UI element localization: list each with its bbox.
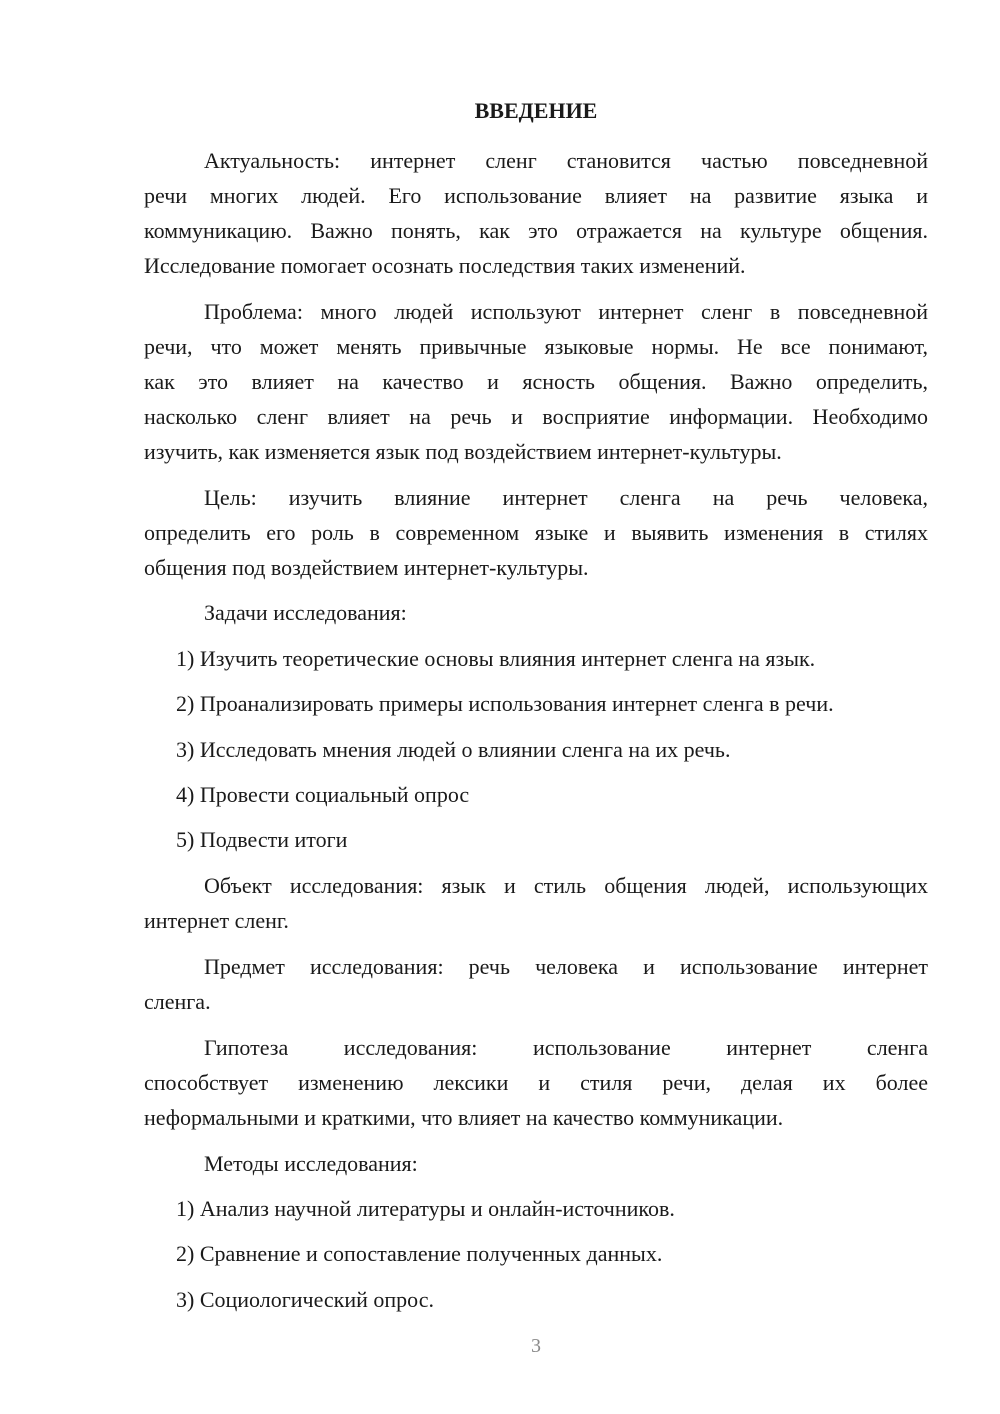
list-item: 4) Провести социальный опрос (176, 782, 470, 807)
paragraph-line: неформальными и краткими, что влияет на качество коммуникации. (144, 1105, 784, 1130)
list-item: 1) Изучить теоретические основы влияния интернет сленга на язык. (176, 646, 816, 671)
paragraph-line: Объект исследования: язык и стиль общения людей, использующих (204, 873, 928, 898)
paragraph-line: Актуальность: интернет сленг становится частью повседневной (204, 148, 928, 173)
list-item: 5) Подвести итоги (176, 827, 348, 852)
list-item: 3) Социологический опрос. (176, 1287, 434, 1312)
paragraph-line: речи многих людей. Его использование влияет на развитие языка и (144, 183, 928, 208)
paragraph-line: общения под воздействием интернет-культуры. (144, 555, 589, 580)
page-number: 3 (531, 1335, 541, 1357)
methods-heading: Методы исследования: (204, 1151, 418, 1176)
paragraph-line: Исследование помогает осознать последствия таких изменений. (144, 253, 746, 278)
paragraph-line: речи, что может менять привычные языковые нормы. Не все понимают, (144, 334, 928, 359)
paragraph-line: изучить, как изменяется язык под воздействием интернет-культуры. (144, 439, 782, 464)
paragraph-line: Гипотеза исследования: использование интернет сленга (204, 1035, 928, 1060)
paragraph-line: коммуникацию. Важно понять, как это отражается на культуре общения. (144, 218, 928, 243)
tasks-heading: Задачи исследования: (204, 600, 407, 625)
paragraph-line: интернет сленг. (144, 908, 289, 933)
paragraph-line: как это влияет на качество и ясность общения. Важно определить, (144, 369, 928, 394)
paragraph-line: насколько сленг влияет на речь и восприятие информации. Необходимо (144, 404, 928, 429)
page-title: ВВЕДЕНИЕ (474, 98, 598, 123)
list-item: 3) Исследовать мнения людей о влиянии сленга на их речь. (176, 737, 731, 762)
paragraph-line: Цель: изучить влияние интернет сленга на речь человека, (204, 485, 928, 510)
paragraph-line: Проблема: много людей используют интернет сленг в повседневной (204, 299, 928, 324)
list-item: 1) Анализ научной литературы и онлайн-источников. (176, 1196, 675, 1221)
paragraph-line: сленга. (144, 989, 211, 1014)
list-item: 2) Сравнение и сопоставление полученных данных. (176, 1241, 663, 1266)
list-item: 2) Проанализировать примеры использования интернет сленга в речи. (176, 691, 834, 716)
paragraph-line: способствует изменению лексики и стиля речи, делая их более (144, 1070, 928, 1095)
paragraph-line: Предмет исследования: речь человека и использование интернет (204, 954, 928, 979)
paragraph-line: определить его роль в современном языке и выявить изменения в стилях (144, 520, 928, 545)
